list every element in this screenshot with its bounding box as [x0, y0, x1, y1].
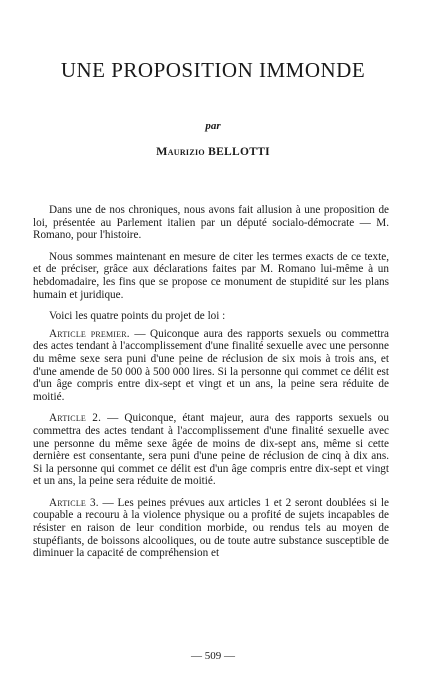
page-number: — 509 — [191, 650, 235, 662]
article-2-heading: Article 2. [49, 412, 102, 425]
byline-par: par [205, 120, 221, 132]
article-3 [33, 497, 389, 560]
article-3-text: — Les peines prévues aux articles 1 et 2 seront doublées si le coupable a recouru à la violence physique ou a profité de sujets incapables de résister en raison de leur condition morbide, ou rendus tels au moyen de stupéfiants, de boissons alcooliques, ou de toute autre substance susceptible de diminuer la capacité de compréhension et [33, 496, 389, 560]
author-last-name: BELLOTTI [208, 146, 270, 158]
article-2-text: — Quiconque, étant majeur, aura des rapports sexuels ou commettra des actes tendant à l'accomplissement d'une finalité sexuelle avec une personne du même sexe âgée de moins de dix-sept ans, même si cette dernière est consentante, sera puni d'une peine de réclusion de cinq à dix ans. Si la personne qui commet ce délit est d'un âge compris entre dix-sept et vingt et un ans, la peine sera réduite de moitié. [33, 412, 389, 488]
article-1 [33, 328, 389, 404]
article-body [33, 204, 389, 569]
article-1-text: — Quiconque aura des rapports sexuels ou commettra des actes tendant à l'accomplissement d'une finalité sexuelle avec une personne du même sexe sera puni d'une peine de réclusion de six mois à trois ans, et d'une amende de 50 000 à 500 000 lires. Si la personne qui commet ce délit est d'un âge compris entre dix-sept et vingt et un ans, la peine sera réduite de moitié. [33, 327, 390, 403]
author-first-name: Maurizio [156, 144, 205, 158]
paragraph-context: Nous sommes maintenant en mesure de citer les termes exacts de ce texte, et de préciser, grâce aux déclarations faites par M. Romano lui-même à un hebdomadaire, les fins que se propose ce monument de stupidité sur les plans humain et juridique. [33, 250, 389, 301]
article-2 [33, 412, 389, 488]
article-3-heading: Article 3. [49, 496, 99, 509]
paragraph-points: Voici les quatre points du projet de loi : [49, 310, 226, 323]
author-line [0, 144, 426, 159]
article-1-heading: Article premier. [49, 327, 130, 340]
article-title: UNE PROPOSITION IMMONDE [60, 58, 366, 82]
paragraph-intro: Dans une de nos chroniques, nous avons fait allusion à une proposition de loi, présentée au Parlement italien par un député socialo-démocrate — M. Romano, pour l'histoire. [33, 204, 389, 242]
